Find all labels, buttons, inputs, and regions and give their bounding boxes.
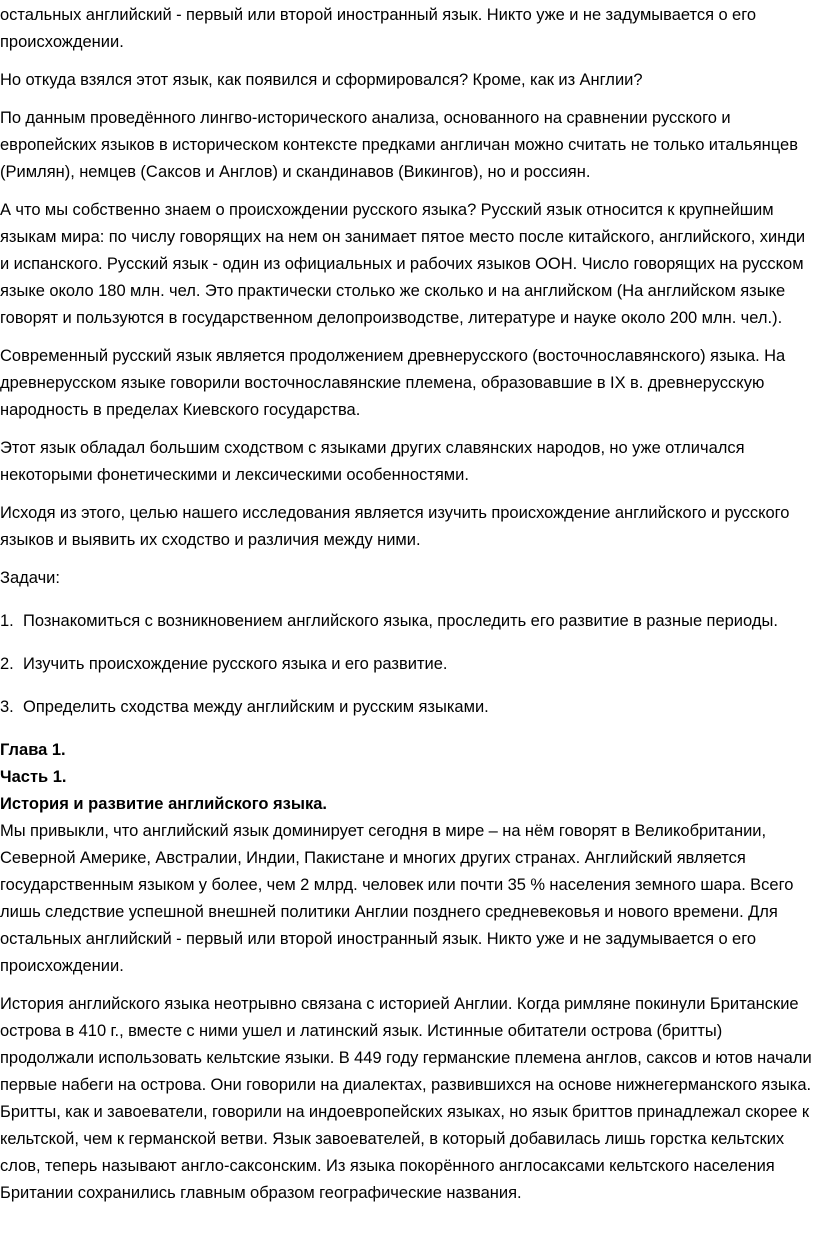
- section-title: История и развитие английского языка.: [0, 795, 327, 813]
- list-item-number: 2.: [0, 655, 14, 673]
- list-item: [0, 651, 814, 678]
- paragraph-tasks-label: Задачи:: [0, 569, 60, 587]
- part-heading: Часть 1.: [0, 768, 67, 786]
- list-item: [0, 608, 814, 635]
- paragraph-english-history: История английского языка неотрывно связана с историей Англии. Когда римляне покинули Британские острова в 410 г., вместе с ними ушел и латинский язык. Истинные обитатели острова (бритты) продолжали использовать кельтские языки. В 449 году германские племена англов, саксов и ютов начали первые набеги на острова. Они говорили на диалектах, развившихся на основе нижнегерманского языка. Бритты, как и завоеватели, говорили на индоевропейских языках, но язык бриттов принадлежал скорее к кельтской, чем к германской ветви. Язык завоевателей, в который добавилась лишь горстка кельтских слов, теперь называют англо-саксонским. Из языка покорённого англосаксами кельтского населения Британии сохранились главным образом географические названия.: [0, 995, 812, 1202]
- paragraph-research-goal: Исходя из этого, целью нашего исследования является изучить происхождение английского и русского языков и выявить их сходство и различия между ними.: [0, 504, 790, 549]
- chapter-heading-block: [0, 737, 814, 818]
- list-item-number: 3.: [0, 698, 14, 716]
- paragraph-russian-language: А что мы собственно знаем о происхождении русского языка? Русский язык относится к крупнейшим языкам мира: по числу говорящих на нем он занимает пятое место после китайского, английского, хинди и испанского. Русский язык - один из официальных и рабочих языков ООН. Число говорящих на русском языке около 180 млн. чел. Это практически столько же сколько и на английском (На английском языке говорят и пользуются в государственном делопроизводстве, литературе и науке около 200 млн. чел.).: [0, 201, 806, 327]
- paragraph-continuation: остальных английский - первый или второй иностранный язык. Никто уже и не задумывается о его происхождении.: [0, 6, 757, 51]
- list-item-text: Изучить происхождение русского языка и его развитие.: [23, 655, 448, 673]
- paragraph-modern-russian: Современный русский язык является продолжением древнерусского (восточнославянского) языка. На древнерусском языке говорили восточнославянские племена, образовавшие в IX в. древнерусскую народность в пределах Киевского государства.: [0, 347, 786, 419]
- paragraph-similarity: Этот язык обладал большим сходством с языками других славянских народов, но уже отличался некоторыми фонетическими и лексическими особенностями.: [0, 439, 745, 484]
- paragraph-english-dominance: Мы привыкли, что английский язык доминирует сегодня в мире – на нём говорят в Великобритании, Северной Америке, Австралии, Индии, Пакистане и многих других странах. Английский является государственным языком у более, чем 2 млрд. человек или почти 35 % населения земного шара. Всего лишь следствие успешной внешней политики Англии позднего средневековья и нового времени. Для остальных английский - первый или второй иностранный язык. Никто уже и не задумывается о его происхождении.: [0, 822, 794, 975]
- list-item-text: Определить сходства между английским и русским языками.: [23, 698, 489, 716]
- paragraph-question: Но откуда взялся этот язык, как появился и сформировался? Кроме, как из Англии?: [0, 71, 643, 89]
- list-item: [0, 694, 814, 721]
- list-item-text: Познакомиться с возникновением английского языка, проследить его развитие в разные периоды.: [23, 612, 778, 630]
- paragraph-analysis: По данным проведённого лингво-исторического анализа, основанного на сравнении русского и европейских языков в историческом контексте предками англичан можно считать не только итальянцев (Римлян), немцев (Саксов и Англов) и скандинавов (Викингов), но и россиян.: [0, 109, 799, 181]
- chapter-heading: Глава 1.: [0, 741, 66, 759]
- tasks-list: [0, 608, 814, 721]
- list-item-number: 1.: [0, 612, 14, 630]
